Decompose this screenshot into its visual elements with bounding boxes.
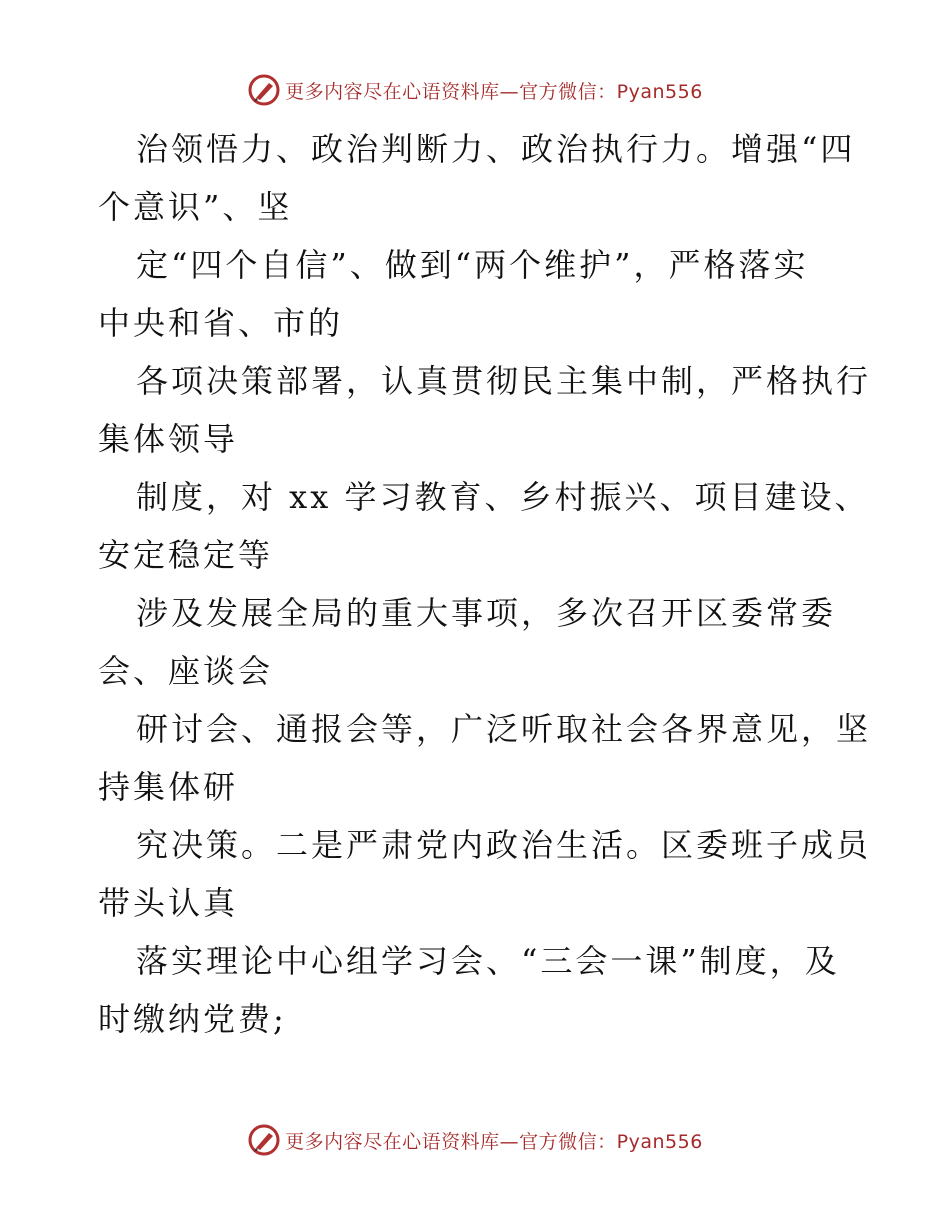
paragraph-line: 会、座谈会 — [98, 652, 274, 690]
pen-logo-icon — [247, 73, 281, 107]
footer-banner — [0, 1120, 950, 1160]
paragraph-line: 制度，对 xx 学习教育、乡村振兴、项目建设、 — [136, 478, 870, 516]
paragraph-line: 治领悟力、政治判断力、政治执行力。增强“四 — [136, 130, 856, 168]
paragraph-line: 究决策。二是严肃党内政治生活。区委班子成员 — [136, 826, 872, 864]
paragraph-line: 落实理论中心组学习会、“三会一课”制度，及 — [136, 942, 840, 980]
paragraph-line: 涉及发展全局的重大事项，多次召开区委常委 — [136, 594, 837, 632]
paragraph-line: 安定稳定等 — [98, 536, 274, 574]
pen-logo-icon — [247, 1123, 281, 1157]
banner-text: 更多内容尽在心语资料库—官方微信：Pyan556 — [285, 80, 703, 103]
header-banner — [0, 70, 950, 110]
paragraph-line: 带头认真 — [98, 884, 239, 922]
paragraph-line: 定“四个自信”、做到“两个维护”，严格落实 — [136, 246, 809, 284]
banner-text: 更多内容尽在心语资料库—官方微信：Pyan556 — [285, 1130, 703, 1153]
document-body — [98, 120, 872, 1048]
paragraph-line: 个意识”、坚 — [98, 188, 293, 226]
paragraph-line: 中央和省、市的 — [98, 304, 344, 342]
paragraph-line: 持集体研 — [98, 768, 239, 806]
paragraph-line: 时缴纳党费; — [98, 1000, 287, 1038]
paragraph-line: 集体领导 — [98, 420, 239, 458]
paragraph-line: 研讨会、通报会等，广泛听取社会各界意见，坚 — [136, 710, 872, 748]
paragraph-line: 各项决策部署，认真贯彻民主集中制，严格执行 — [136, 362, 872, 400]
